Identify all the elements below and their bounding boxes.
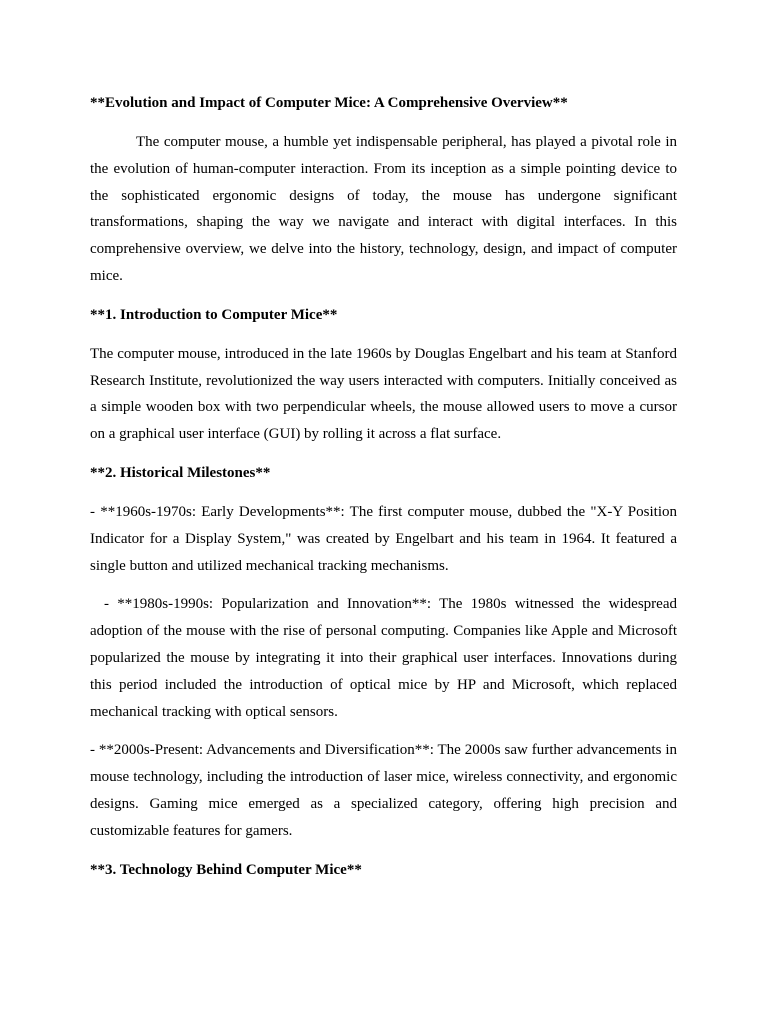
section-1-paragraph: The computer mouse, introduced in the late 1960s by Douglas Engelbart and his team at Stanford Research Institute, revolutionized the way users interacted with computers. Initially conceived as a simple wooden box with two perpendicular wheels, the mouse allowed users to move a cursor on a graphical user interface (GUI) by rolling it across a flat surface. (90, 345, 677, 443)
milestone-1980s-1990s: - **1980s-1990s: Popularization and Innovation**: The 1980s witnessed the widespread adoption of the mouse with the rise of personal computing. Companies like Apple and Microsoft popularized the mouse by integrating it into their graphical user interfaces. Innovations during this period included the introduction of optical mice by HP and Microsoft, which replaced mechanical tracking with optical sensors. (90, 596, 677, 720)
document-page (90, 90, 677, 896)
section-3-heading: **3. Technology Behind Computer Mice** (90, 861, 362, 878)
section-2-heading: **2. Historical Milestones** (90, 464, 271, 481)
milestone-2000s-present: - **2000s-Present: Advancements and Diversification**: The 2000s saw further advancements in mouse technology, including the introduction of laser mice, wireless connectivity, and ergonomic designs. Gaming mice emerged as a specialized category, offering high precision and customizable features for gamers. (90, 742, 677, 839)
intro-paragraph: The computer mouse, a humble yet indispensable peripheral, has played a pivotal role in the evolution of human-computer interaction. From its inception as a simple pointing device to the sophisticated ergonomic designs of today, the mouse has undergone significant transformations, shaping the way we navigate and interact with digital interfaces. In this comprehensive overview, we delve into the history, technology, design, and impact of computer mice. (90, 134, 677, 284)
milestone-1960s-1970s: - **1960s-1970s: Early Developments**: The first computer mouse, dubbed the "X-Y Position Indicator for a Display System," was created by Engelbart and his team in 1964. It featured a single button and utilized mechanical tracking mechanisms. (90, 503, 677, 574)
section-1-heading: **1. Introduction to Computer Mice** (90, 306, 338, 323)
document-title: **Evolution and Impact of Computer Mice: A Comprehensive Overview** (90, 95, 568, 111)
